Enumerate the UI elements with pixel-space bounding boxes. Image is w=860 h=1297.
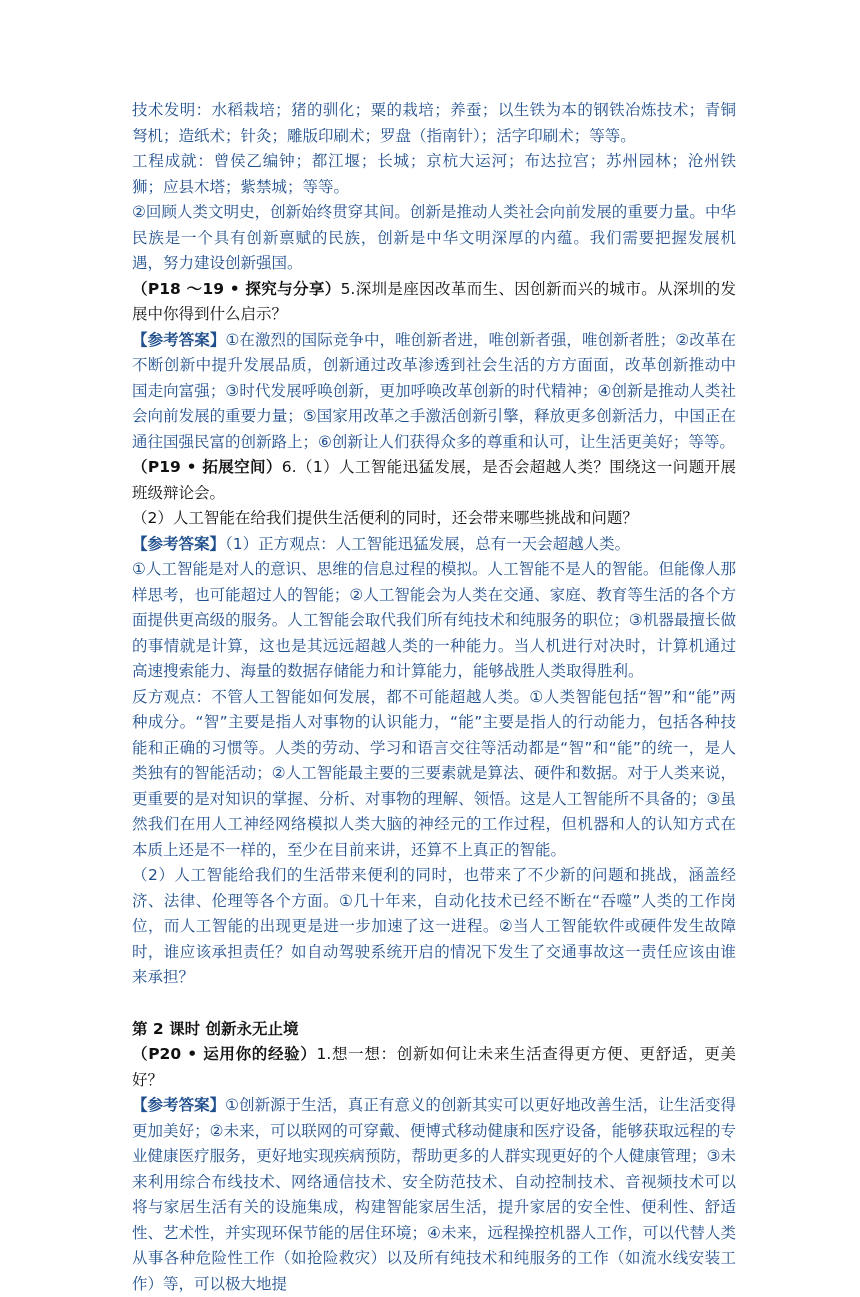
question-p20 <box>132 1042 736 1093</box>
question-p20-text: 1.想一想：创新如何让未来生活查得更方便、更舒适，更美好？ <box>132 1045 736 1089</box>
question-6-part-2: （2）人工智能在给我们提供生活便利的同时，还会带来哪些挑战和问题？ <box>132 509 638 527</box>
section-gap <box>132 991 736 1017</box>
lesson-title: 第 2 课时 创新永无止境 <box>132 1019 299 1038</box>
answer-6-pro-text: （1）正方观点：人工智能迅猛发展，总有一天会超越人类。 <box>225 534 631 553</box>
answer-p20-text: ①创新源于生活，真正有意义的创新其实可以更好地改善生活，让生活变得更加美好；②未来，可以联网的可穿戴、便博式移动健康和医疗设备，能够获取远程的专业健康医疗服务，更好地实现疾病预防，帮助更多的人群实现更好的个人健康管理；③未来利用综合布线技术、网络通信技术、安全防范技术、自动控制技术、音视频技术可以将与家居生活有关的设施集成，构建智能家居生活，提升家居的安全性、便利性、舒适性、艺术性，并实现环保节能的居住环境；④未来，远程操控机器人工作，可以代替人类从事各种危险性工作（如抢险救灾）以及所有纯技术和纯服务的工作（如流水线安装工作）等，可以极大地提 <box>132 1096 736 1293</box>
answer-p20 <box>132 1093 736 1297</box>
paragraph-civilization: ②回顾人类文明史，创新始终贯穿其间。创新是推动人类社会向前发展的重要力量。中华民族是一个具有创新禀赋的民族，创新是中华文明深厚的内蕴。我们需要把握发展机遇，努力建设创新强国。 <box>132 203 736 272</box>
answer-p20-label: 【参考答案】 <box>132 1096 226 1114</box>
paragraph-engineering: 工程成就：曾侯乙编钟；都江堰；长城；京杭大运河；布达拉宫；苏州园林；沧州铁狮；应县木塔；紫禁城；等等。 <box>132 152 736 196</box>
question-5 <box>132 277 736 328</box>
question-p20-label: （P20 • 运用你的经验） <box>132 1045 317 1063</box>
answer-5 <box>132 328 736 456</box>
answer-5-text: ①在激烈的国际竞争中，唯创新者进，唯创新者强，唯创新者胜；②改革在不断创新中提升发展品质，创新通过改革渗透到社会生活的方方面面，改革创新推动中国走向富强；③时代发展呼唤创新，更加呼唤改革创新的时代精神；④创新是推动人类社会向前发展的重要力量；⑤国家用改革之手激活创新引擎，释放更多创新活力，中国正在通往国强民富的创新路上；⑥创新让人们获得众多的尊重和认可，让生活更美好；等等。 <box>132 330 736 451</box>
answer-6-con-body: 反方观点：不管人工智能如何发展，都不可能超越人类。①人类智能包括“智”和“能”两种成分。“智”主要是指人对事物的认识能力，“能”主要是指人的行动能力，包括各种技能和正确的习惯等。人类的劳动、学习和语言交往等活动都是“智”和“能”的统一，是人类独有的智能活动；②人工智能最主要的三要素就是算法、硬件和数据。对于人类来说，更重要的是对知识的掌握、分析、对事物的理解、领悟。这是人工智能所不具备的；③虽然我们在用人工神经网络模拟人类大脑的神经元的工作过程，但机器和人的认知方式在本质上还是不一样的，至少在目前来讲，还算不上真正的智能。 <box>132 687 736 859</box>
answer-6-part-2: （2）人工智能给我们的生活带来便利的同时，也带来了不少新的问题和挑战，涵盖经济、法律、伦理等各个方面。①几十年来，自动化技术已经不断在“吞噬”人类的工作岗位，而人工智能的出现更是进一步加速了这一进程。②当人工智能软件或硬件发生故障时，谁应该承担责任？如自动驾驶系统开启的情况下发生了交通事故这一责任应该由谁来承担？ <box>132 866 736 986</box>
answer-6-label: 【参考答案】 <box>132 534 226 553</box>
question-5-text: 5.深圳是座因改革而生、因创新而兴的城市。从深圳的发展中你得到什么启示？ <box>132 279 736 323</box>
question-5-label: （P18 ～19 • 探究与分享） <box>132 279 341 298</box>
answer-6-pro-body: ①人工智能是对人的意识、思维的信息过程的模拟。人工智能不是人的智能。但能像人那样思考，也可能超过人的智能；②人工智能会为人类在交通、家庭、教育等生活的各个方面提供更高级的服务。人工智能会取代我们所有纯技术和纯服务的职位；③机器最擅长做的事情就是计算，这也是其远远超越人类的一种能力。当人机进行对决时，计算机通过高速搜索能力、海量的数据存储能力和计算能力，能够战胜人类取得胜利。 <box>132 560 736 680</box>
paragraph-inventions: 技术发明：水稻栽培；猪的驯化；粟的栽培；养蚕；以生铁为本的钢铁冶炼技术；青铜弩机；造纸术；针灸；雕版印刷术；罗盘（指南针）；活字印刷术；等等。 <box>132 101 736 145</box>
question-6 <box>132 455 736 506</box>
question-6-label: （P19 • 拓展空间） <box>132 458 282 476</box>
question-6-text: 6.（1）人工智能迅猛发展，是否会超越人类？围绕这一问题开展班级辩论会。 <box>132 458 736 502</box>
answer-5-label: 【参考答案】 <box>132 330 226 349</box>
answer-6-pro-heading <box>132 532 736 558</box>
